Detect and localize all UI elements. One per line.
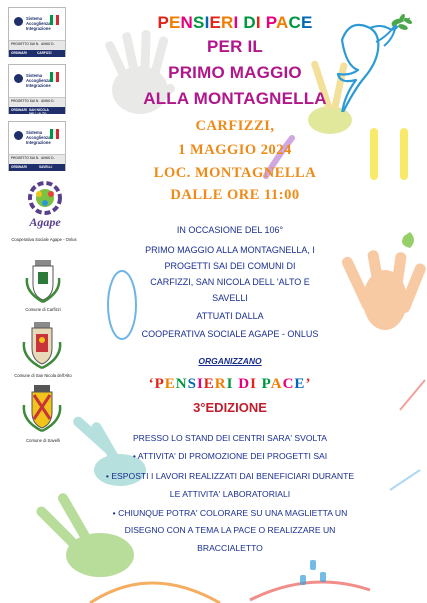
savelli-crest-icon	[20, 383, 64, 433]
subtitle-letter: N	[175, 376, 188, 392]
blue-line-icon	[390, 470, 420, 490]
subtitle-letter: P	[261, 376, 271, 392]
sai-logo-icon	[14, 17, 23, 26]
sai-badge-town: CARFIZZI	[37, 51, 52, 55]
title-line-2: PER IL	[207, 37, 263, 56]
sai-badge-tiny2: ANNO D.	[41, 42, 55, 46]
title-letter: P	[157, 13, 169, 32]
title-letter: D	[243, 13, 256, 32]
subtitle-letter: D	[238, 376, 251, 392]
savelli-caption: Comune di Savelli	[26, 438, 60, 443]
sai-badge-town: SAN NICOLA DELL'ALTO	[29, 108, 49, 116]
program-line-7: BRACCIALETTO	[197, 543, 263, 553]
sai-badge-line2: Accoglienza	[26, 135, 51, 140]
intro-line-5: SAVELLI	[212, 293, 248, 303]
title-line-3: PRIMO MAGGIO	[168, 63, 302, 82]
intro-line-2: PRIMO MAGGIO ALLA MONTAGNELLA, I	[145, 245, 315, 255]
ministry-emblem-icon	[48, 127, 62, 141]
sai-badge-savelli	[8, 121, 66, 171]
subtitle-letter: E	[203, 376, 215, 392]
program-line-6: DISEGNO CON A TEMA LA PACE O REALIZZARE UN	[124, 525, 336, 535]
sai-badge-type: ORDINARI	[11, 108, 27, 112]
subtitle-letter: I	[196, 376, 204, 392]
sai-logo-icon	[14, 131, 23, 140]
subtitle-letter: E	[294, 376, 306, 392]
intro-line-1: IN OCCASIONE DEL 106°	[176, 225, 284, 235]
sai-badge-tiny2: ANNO D.	[41, 156, 55, 160]
event-date: 1 MAGGIO 2024	[178, 142, 292, 158]
title-letter: I	[233, 13, 239, 32]
title-letter: E	[301, 13, 313, 32]
sai-badge-type: ORDINARI	[11, 165, 27, 169]
program-line-5: • CHIUNQUE POTRA' COLORARE SU UNA MAGLIETTA UN	[112, 508, 348, 518]
sai-badge-town: SAVELLI	[39, 165, 53, 169]
sai-badge-line1: Sistema	[26, 16, 43, 21]
title-line-4: ALLA MONTAGNELLA	[143, 89, 327, 108]
san-nicola-caption: Comune di San Nicola dell'Alto	[14, 373, 72, 378]
subtitle-letter: S	[187, 376, 197, 392]
sai-badge-line2: Accoglienza	[26, 21, 51, 26]
event-subtitle	[100, 376, 360, 393]
title-letter: E	[168, 13, 181, 32]
program-line-1: PRESSO LO STAND DEI CENTRI SARA' SVOLTA	[132, 433, 328, 443]
intro-line-3: PROGETTI SAI DEI COMUNI DI	[164, 261, 296, 271]
organizers-label: ORGANIZZANO	[198, 356, 262, 366]
sai-badge-tiny2: ANNO D.	[41, 99, 55, 103]
ministry-emblem-icon	[48, 13, 62, 27]
main-title	[90, 13, 380, 33]
intro-line-4: CARFIZZI, SAN NICOLA DELL 'ALTO E	[150, 277, 310, 287]
sai-badge-bar	[9, 50, 65, 57]
sai-badge-san-nicola	[8, 64, 66, 114]
agape-caption: Cooperativa Sociale Agape - Onlus	[11, 237, 77, 242]
subtitle-letter: C	[282, 376, 295, 392]
title-letter: E	[209, 13, 222, 32]
orange-arc-icon	[90, 583, 220, 603]
title-letter: A	[276, 13, 289, 32]
intro-line-6: ATTUATI DALLA	[196, 311, 264, 321]
green-drop-icon	[402, 232, 414, 248]
red-arc-icon	[250, 582, 370, 600]
sai-badge-type: ORDINARI	[11, 51, 27, 55]
carfizzi-caption: Comune di Carfizzi	[25, 307, 61, 312]
sai-badge-carfizzi	[8, 7, 66, 57]
event-location: LOC. MONTAGNELLA	[153, 165, 317, 181]
agape-logo	[18, 180, 72, 230]
sai-badge-tiny1: PROGETTO SAI N.	[11, 99, 40, 103]
sai-badge-tiny1: PROGETTO SAI N.	[11, 42, 40, 46]
subtitle-letter: P	[154, 376, 165, 392]
event-place: CARFIZZI,	[195, 118, 275, 134]
subtitle-letter: I	[250, 376, 257, 392]
carfizzi-crest-icon	[23, 258, 63, 304]
sai-badge-bar	[9, 107, 65, 114]
subtitle-letter: E	[164, 376, 176, 392]
sai-badge-line1: Sistema	[26, 130, 43, 135]
sai-badge-line3: Integrazione	[26, 26, 51, 31]
title-letter: I	[255, 13, 261, 32]
sai-badge-tiny1: PROGETTO SAI N.	[11, 156, 40, 160]
program-line-3: • ESPOSTI I LAVORI REALIZZATI DAI BENEFICIARI DURANTE	[105, 471, 355, 481]
intro-line-7: COOPERATIVA SOCIALE AGAPE - ONLUS	[141, 329, 319, 339]
program-line-2: • ATTIVITA' DI PROMOZIONE DEI PROGETTI SAI	[132, 451, 328, 461]
event-time: DALLE ORE 11:00	[170, 187, 300, 203]
agape-logo-word: Agape	[29, 215, 61, 229]
sai-badge-line1: Sistema	[26, 73, 43, 78]
sai-badge-line2: Accoglienza	[26, 78, 51, 83]
sai-logo-icon	[14, 74, 23, 83]
red-line-icon	[400, 380, 425, 410]
subtitle-letter: R	[214, 376, 227, 392]
program-line-4: LE ATTIVITA' LABORATORIALI	[169, 489, 291, 499]
sai-badge-line3: Integrazione	[26, 140, 51, 145]
subtitle-letter: ‘	[148, 376, 155, 392]
title-letter: I	[204, 13, 210, 32]
edition-label: 3°EDIZIONE	[193, 400, 267, 415]
ministry-emblem-icon	[48, 70, 62, 84]
title-letter: S	[193, 13, 205, 32]
title-letter: C	[288, 13, 302, 32]
subtitle-letter: ’	[305, 376, 312, 392]
title-letter: R	[221, 13, 234, 32]
sai-badge-bar	[9, 164, 65, 171]
sai-badge-line3: Integrazione	[26, 83, 51, 88]
title-letter: P	[265, 13, 277, 32]
title-letter: N	[180, 13, 194, 32]
subtitle-letter: I	[226, 376, 234, 392]
subtitle-letter: A	[270, 376, 283, 392]
san-nicola-crest-icon	[20, 320, 64, 370]
